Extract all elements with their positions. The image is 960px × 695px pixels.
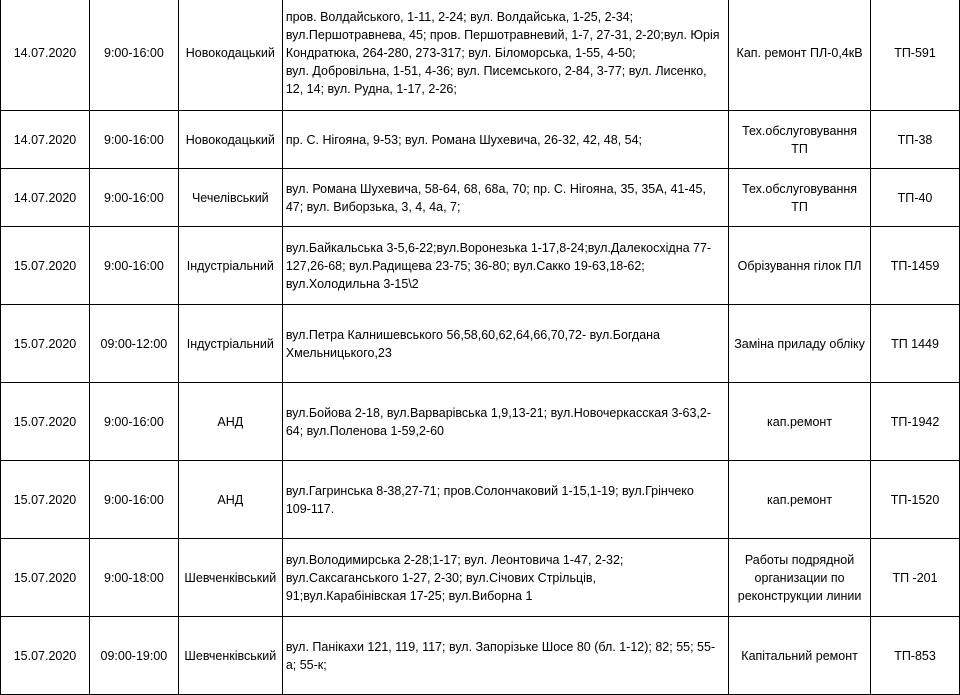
address-cell [282,383,728,461]
table-row [1,539,960,617]
address-line: Кондратюка, 264-280, 273-317; вул. Біломорська, 1-55, 4-50; [285,46,636,60]
district-cell: Індустріальний [178,305,282,383]
table-row [1,383,960,461]
work-type-cell: Тех.обслуговування ТП [729,111,871,169]
time-cell: 9:00-16:00 [89,383,178,461]
address-line: вул.Володимирська 2-28;1-17; вул. Леонтовича 1-47, 2-32; [285,552,624,567]
table-body [1,0,960,695]
address-line: вул.Гагринська 8-38,27-71; пров.Солончаковий 1-15,1-19; вул.Грінчeко [285,483,694,498]
address-line: вул.Байкальська 3-5,6-22;вул.Воронезька 1-17,8-24;вул.Далекосхідна 77- [285,240,712,255]
address-cell [282,305,728,383]
district-cell: Індустріальний [178,227,282,305]
address-line: вул.Бойова 2-18, вул.Варварівська 1,9,13-21; вул.Новочеркасская 3-63,2- [285,405,712,420]
district-cell: АНД [178,383,282,461]
address-line: 91;вул.Карабінівская 17-25; вул.Виборна 1 [285,588,533,603]
work-type-cell: Капітальний ремонт [729,617,871,695]
address-line: вул. Добровільна, 1-51, 4-36; вул. Писемського, 2-84, 3-77; вул. Лисенко, [285,64,707,78]
substation-cell: ТП-40 [871,169,960,227]
time-cell: 09:00-19:00 [89,617,178,695]
address-line: пр. С. Нігояна, 9-53; вул. Романа Шухевича, 26-32, 42, 48, 54; [285,132,643,147]
address-cell [282,227,728,305]
address-line: вул. Романа Шухевича, 58-64, 68, 68а, 70; пр. С. Нігояна, 35, 35А, 41-45, [285,181,706,196]
substation-cell: ТП-853 [871,617,960,695]
time-cell: 09:00-12:00 [89,305,178,383]
substation-cell: ТП 1449 [871,305,960,383]
table-row [1,0,960,111]
address-cell [282,0,728,111]
substation-cell: ТП -201 [871,539,960,617]
work-type-line: Работы подрядной [744,552,855,567]
district-cell: АНД [178,461,282,539]
date-cell: 14.07.2020 [1,169,90,227]
table-row [1,617,960,695]
substation-cell: ТП-1520 [871,461,960,539]
district-cell: Новокодацький [178,0,282,111]
date-cell: 14.07.2020 [1,111,90,169]
table-row [1,461,960,539]
work-type-cell [729,539,871,617]
substation-cell: ТП-1942 [871,383,960,461]
time-cell: 9:00-16:00 [89,111,178,169]
address-line: вул.Першотравнева, 45; пров. Першотравневий, 1-7, 27-31, 2-20;вул. Юрія [285,28,720,42]
address-line: а; 55-к; [285,657,327,672]
substation-cell: ТП-1459 [871,227,960,305]
table-row [1,227,960,305]
substation-cell: ТП-591 [871,0,960,111]
address-line: 109-117. [285,501,335,516]
work-type-cell: Заміна приладу обліку [729,305,871,383]
address-cell [282,169,728,227]
date-cell: 15.07.2020 [1,383,90,461]
address-line: пров. Волдайського, 1-11, 2-24; вул. Волдайська, 1-25, 2-34; [285,10,634,24]
date-cell: 15.07.2020 [1,227,90,305]
address-line: вул.Холодильна 3-15\2 [285,276,419,291]
work-type-cell: кап.ремонт [729,383,871,461]
table-row [1,305,960,383]
address-cell [282,617,728,695]
address-line: вул.Петра Калнишевського 56,58,60,62,64,66,70,72- вул.Богдана [285,327,661,342]
table-row [1,169,960,227]
district-cell: Новокодацький [178,111,282,169]
date-cell: 15.07.2020 [1,539,90,617]
date-cell: 14.07.2020 [1,0,90,111]
work-type-cell: Обрізування гілок ПЛ [729,227,871,305]
substation-cell: ТП-38 [871,111,960,169]
address-line: 127,26-68; вул.Радищева 23-75; 36-80; вул.Сакко 19-63,18-62; [285,258,645,273]
district-cell: Шевченківський [178,617,282,695]
work-type-line: реконструкции линии [737,588,862,603]
address-line: Хмельницького,23 [285,345,392,360]
district-cell: Чечелівський [178,169,282,227]
address-cell [282,461,728,539]
time-cell: 9:00-16:00 [89,0,178,111]
district-cell: Шевченківський [178,539,282,617]
address-line: 47; вул. Виборзька, 3, 4, 4а, 7; [285,199,461,214]
address-cell [282,539,728,617]
table-row [1,111,960,169]
address-line: вул. Панікахи 121, 119, 117; вул. Запорізьке Шосе 80 (бл. 1-12); 82; 55; 55- [285,639,716,654]
work-type-cell: Кап. ремонт ПЛ-0,4кВ [729,0,871,111]
time-cell: 9:00-16:00 [89,227,178,305]
work-type-line: организации по [754,570,845,585]
work-type-cell: Тех.обслуговування ТП [729,169,871,227]
address-cell [282,111,728,169]
date-cell: 15.07.2020 [1,617,90,695]
address-line: 12, 14; вул. Рудна, 1-17, 2-26; [285,82,457,96]
work-type-cell: кап.ремонт [729,461,871,539]
date-cell: 15.07.2020 [1,461,90,539]
address-line: вул.Саксаганського 1-27, 2-30; вул.Січових Стрільців, [285,570,597,585]
date-cell: 15.07.2020 [1,305,90,383]
address-line: 64; вул.Поленова 1-59,2-60 [285,423,444,438]
time-cell: 9:00-16:00 [89,461,178,539]
time-cell: 9:00-16:00 [89,169,178,227]
time-cell: 9:00-18:00 [89,539,178,617]
